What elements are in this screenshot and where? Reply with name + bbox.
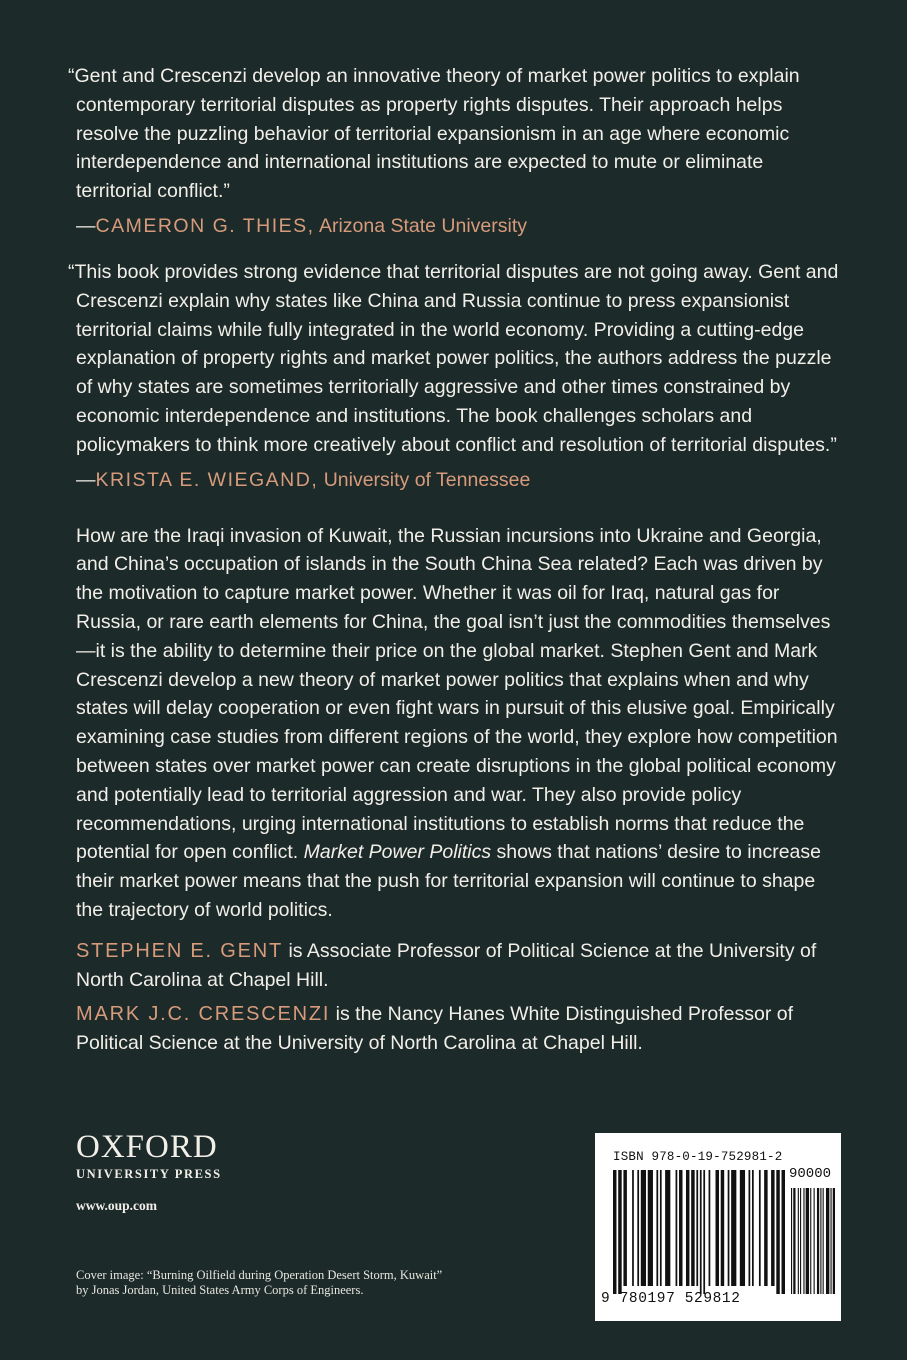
cover-image-credit xyxy=(76,1268,442,1298)
endorser-name: KRISTA E. WIEGAND, xyxy=(95,468,319,491)
publisher-subtitle: UNIVERSITY PRESS xyxy=(76,1167,222,1181)
barcode-bar xyxy=(686,1170,689,1286)
endorser-institution: Arizona State University xyxy=(318,214,528,237)
author-bio-1 xyxy=(76,937,844,995)
publisher-name: OXFORD xyxy=(76,1129,218,1165)
book-title: Market Power Politics xyxy=(303,841,492,864)
barcode-bar xyxy=(764,1170,767,1286)
description-text: How are the Iraqi invasion of Kuwait, the Russian incursions into Ukraine and Georgia, and China’s occupation of islands in the South China Sea related? Each was driven by the motivation to capture market power. Whether it was oil for Iraq, natural gas for Russia, or rare earth elements for China, the goal isn’t just the commodities themselves—it is the ability to determine their price on the global market. Stephen Gent and Mark Crescenzi develop a new theory of market power politics that explains when and why states will delay cooperation or even fight wars in pursuit of this elusive goal. Empirically examining case studies from different regions of the world, they explore how competition between states over market power can create disruptions in the global political economy and potentially lead to territorial aggression and war. They also provide policy recommendations, urging international institutions to establish norms that reduce the potential for open conflict. xyxy=(76,524,838,864)
credit-line-1: Cover image: “Burning Oilfield during Operation Desert Storm, Kuwait” xyxy=(76,1268,443,1282)
description-text-end: shows that nations’ desire to increase their market power means that the push for territorial expansion will continue to shape the trajectory of world politics. xyxy=(76,841,822,921)
barcode-bar xyxy=(716,1170,719,1286)
barcode-bar xyxy=(623,1170,626,1286)
barcode-bar xyxy=(665,1170,670,1286)
barcode-bar xyxy=(806,1188,809,1294)
barcode-bar xyxy=(823,1188,824,1294)
barcode-bar xyxy=(803,1188,804,1294)
barcode-bar xyxy=(752,1170,754,1286)
barcode-bar xyxy=(728,1170,730,1286)
author-bio-text: is Associate Professor of Political Science at the University of North Carolina at Chapel Hill. xyxy=(76,939,817,991)
endorser-institution: University of Tennessee xyxy=(323,468,531,491)
barcode-bar xyxy=(731,1170,736,1286)
author-bio-2 xyxy=(76,1000,844,1058)
author-name: MARK J.C. CRESCENZI xyxy=(76,1003,331,1026)
barcode-bar xyxy=(648,1170,653,1286)
barcode-bar xyxy=(618,1170,621,1294)
publisher-website: www.oup.com xyxy=(76,1198,158,1213)
barcode-bar xyxy=(660,1170,662,1286)
endorsement-quote: “Gent and Crescenzi develop an innovative theory of market power politics to explain contemporary territorial disputes as property rights disputes. Their approach helps resolve the puzzling behavior of territorial expansionism in an age where economic interdependence and international institutions are expected to mute or eliminate territorial conflict.” xyxy=(68,65,800,203)
barcode-bar xyxy=(782,1170,785,1294)
barcode-bar xyxy=(798,1188,799,1294)
book-description xyxy=(76,522,844,925)
barcode-bar xyxy=(709,1170,711,1286)
isbn-label: ISBN 978-0-19-752981-2 xyxy=(613,1150,783,1164)
barcode-bar xyxy=(820,1188,821,1294)
barcode-bar xyxy=(771,1170,774,1286)
barcode-bar xyxy=(810,1188,811,1294)
ean-barcode-icon xyxy=(613,1170,785,1294)
barcode-bar xyxy=(691,1170,694,1286)
barcode-bar xyxy=(830,1188,831,1294)
barcode-bar xyxy=(759,1170,761,1286)
publisher-logo xyxy=(76,1130,222,1182)
barcode-box xyxy=(595,1133,841,1321)
barcode-bar xyxy=(793,1188,795,1294)
barcode-bar xyxy=(703,1170,705,1294)
barcode-bar xyxy=(700,1170,702,1294)
attribution-dash: — xyxy=(76,468,96,491)
barcode-bar xyxy=(791,1188,792,1294)
endorser-name: CAMERON G. THIES, xyxy=(95,214,315,237)
endorsement-attribution xyxy=(76,212,844,240)
barcode-bar xyxy=(613,1170,616,1294)
barcode-bar xyxy=(696,1170,698,1286)
endorsement-attribution xyxy=(76,466,844,494)
barcode-bar xyxy=(817,1188,819,1294)
barcode-bar xyxy=(740,1170,745,1286)
endorsement-1 xyxy=(68,62,844,240)
barcode-bar xyxy=(749,1170,751,1286)
barcode-bar xyxy=(637,1170,639,1286)
barcode-bar xyxy=(833,1188,835,1294)
barcode-bar xyxy=(814,1188,815,1294)
endorsement-2 xyxy=(68,258,844,494)
ean-number: 9 780197 529812 xyxy=(601,1291,741,1307)
addon-barcode-icon xyxy=(791,1188,835,1294)
barcode-bar xyxy=(656,1170,658,1286)
barcode-bar xyxy=(641,1170,646,1286)
attribution-dash: — xyxy=(76,214,96,237)
barcode-bar xyxy=(676,1170,678,1286)
barcode-bar xyxy=(679,1170,682,1286)
credit-line-2: by Jonas Jordan, United States Army Corps of Engineers. xyxy=(76,1283,364,1297)
barcode-bar xyxy=(776,1170,779,1294)
barcode-bar xyxy=(632,1170,634,1286)
barcode-bar xyxy=(826,1188,829,1294)
addon-number: 90000 xyxy=(789,1166,832,1182)
author-bio-text: is the Nancy Hanes White Distinguished Professor of Political Science at the University of North Carolina at Chapel Hill. xyxy=(76,1003,794,1055)
barcode-bar xyxy=(800,1188,801,1294)
author-name: STEPHEN E. GENT xyxy=(76,939,284,962)
endorsement-quote: “This book provides strong evidence that territorial disputes are not going away. Gent and Crescenzi explain why states like China and Russia continue to press expansionist territorial claims while fully integrated in the world economy. Providing a cutting-edge explanation of property rights and market power politics, the authors address the puzzle of why states are sometimes territorially aggressive and other times constrained by economic interdependence and institutions. The book challenges scholars and policymakers to think more creatively about conflict and resolution of territorial disputes.” xyxy=(68,260,839,456)
back-cover-text xyxy=(68,62,844,1058)
barcode-bar xyxy=(721,1170,724,1286)
